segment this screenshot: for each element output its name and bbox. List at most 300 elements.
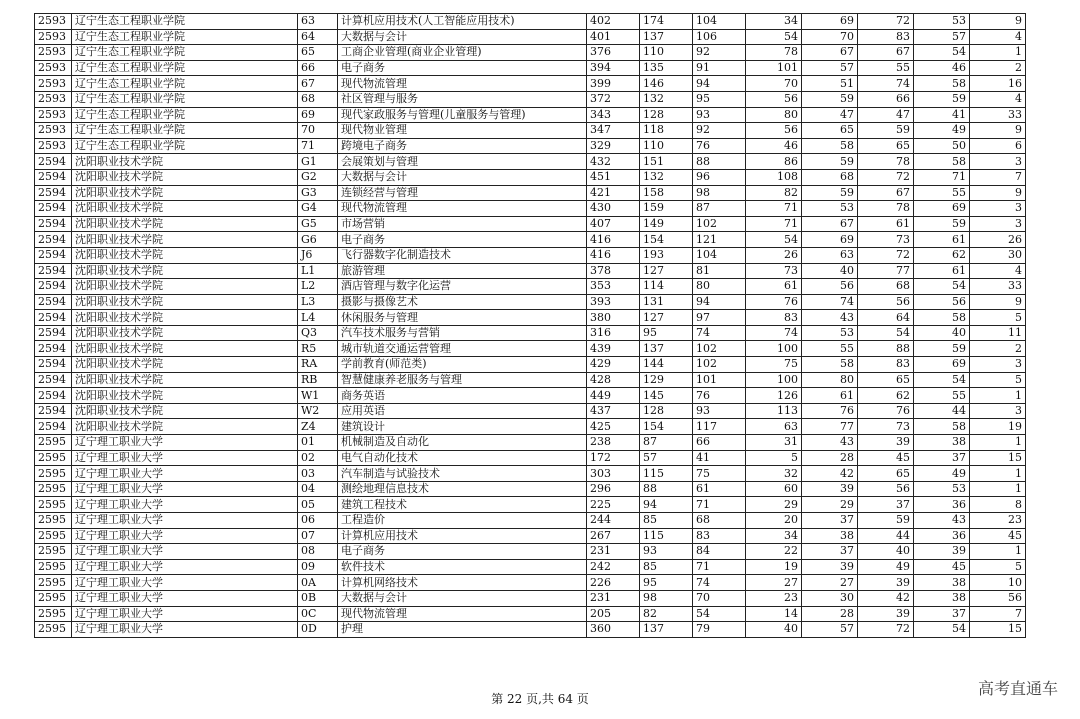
cell-major-code: L3	[298, 294, 338, 310]
cell-score-c: 76	[746, 294, 802, 310]
cell-score-a: 129	[640, 372, 693, 388]
cell-score-a: 95	[640, 575, 693, 591]
cell-major-code: 0D	[298, 622, 338, 638]
table-row	[35, 388, 1026, 404]
cell-score-a: 115	[640, 528, 693, 544]
cell-score-a: 137	[640, 622, 693, 638]
cell-score-a: 95	[640, 325, 693, 341]
cell-score-b: 101	[693, 372, 746, 388]
cell-score-d: 65	[802, 123, 858, 139]
cell-score-c: 71	[746, 201, 802, 217]
cell-score-a: 132	[640, 169, 693, 185]
cell-score-total: 449	[587, 388, 640, 404]
cell-score-b: 71	[693, 559, 746, 575]
cell-score-total: 343	[587, 107, 640, 123]
cell-school-code: 2593	[35, 91, 72, 107]
cell-score-total: 401	[587, 29, 640, 45]
cell-count: 7	[970, 606, 1026, 622]
cell-school-code: 2595	[35, 559, 72, 575]
cell-score-total: 242	[587, 559, 640, 575]
cell-score-c: 26	[746, 247, 802, 263]
cell-score-d: 43	[802, 310, 858, 326]
cell-major-name: 现代物业管理	[338, 123, 587, 139]
table-row	[35, 341, 1026, 357]
cell-score-a: 85	[640, 513, 693, 529]
cell-score-c: 32	[746, 466, 802, 482]
cell-score-total: 303	[587, 466, 640, 482]
cell-score-total: 378	[587, 263, 640, 279]
cell-major-name: 电子商务	[338, 232, 587, 248]
table-row	[35, 14, 1026, 30]
cell-major-code: 04	[298, 481, 338, 497]
cell-major-code: 01	[298, 435, 338, 451]
cell-score-d: 28	[802, 450, 858, 466]
cell-score-e: 54	[858, 325, 914, 341]
admission-scores-table	[34, 13, 1026, 638]
cell-score-total: 238	[587, 435, 640, 451]
cell-school-code: 2594	[35, 419, 72, 435]
table-row	[35, 279, 1026, 295]
cell-score-b: 104	[693, 247, 746, 263]
cell-major-name: 飞行器数字化制造技术	[338, 247, 587, 263]
cell-score-c: 34	[746, 528, 802, 544]
cell-school-code: 2594	[35, 341, 72, 357]
cell-score-f: 61	[914, 263, 970, 279]
cell-score-b: 98	[693, 185, 746, 201]
table-row	[35, 138, 1026, 154]
cell-score-b: 68	[693, 513, 746, 529]
cell-score-f: 54	[914, 622, 970, 638]
cell-score-d: 57	[802, 60, 858, 76]
cell-score-f: 57	[914, 29, 970, 45]
cell-score-b: 41	[693, 450, 746, 466]
cell-score-d: 58	[802, 357, 858, 373]
cell-count: 19	[970, 419, 1026, 435]
cell-school-name: 辽宁理工职业大学	[72, 435, 298, 451]
cell-major-name: 跨境电子商务	[338, 138, 587, 154]
cell-major-code: L1	[298, 263, 338, 279]
cell-score-total: 205	[587, 606, 640, 622]
cell-school-code: 2594	[35, 247, 72, 263]
cell-score-b: 66	[693, 435, 746, 451]
cell-score-c: 108	[746, 169, 802, 185]
cell-score-total: 231	[587, 590, 640, 606]
cell-score-f: 43	[914, 513, 970, 529]
cell-score-d: 76	[802, 403, 858, 419]
cell-score-d: 40	[802, 263, 858, 279]
cell-score-a: 131	[640, 294, 693, 310]
cell-count: 23	[970, 513, 1026, 529]
cell-school-code: 2594	[35, 310, 72, 326]
cell-score-e: 78	[858, 154, 914, 170]
table-row	[35, 169, 1026, 185]
cell-count: 26	[970, 232, 1026, 248]
cell-count: 6	[970, 138, 1026, 154]
cell-score-total: 428	[587, 372, 640, 388]
cell-score-e: 72	[858, 622, 914, 638]
cell-count: 9	[970, 294, 1026, 310]
cell-score-e: 45	[858, 450, 914, 466]
cell-score-b: 71	[693, 497, 746, 513]
cell-school-name: 辽宁理工职业大学	[72, 590, 298, 606]
cell-major-name: 摄影与摄像艺术	[338, 294, 587, 310]
cell-score-f: 49	[914, 123, 970, 139]
cell-score-d: 67	[802, 45, 858, 61]
cell-school-code: 2595	[35, 575, 72, 591]
cell-major-name: 电子商务	[338, 544, 587, 560]
cell-score-c: 101	[746, 60, 802, 76]
cell-count: 2	[970, 60, 1026, 76]
cell-score-c: 86	[746, 154, 802, 170]
cell-score-c: 23	[746, 590, 802, 606]
cell-score-a: 94	[640, 497, 693, 513]
cell-score-b: 121	[693, 232, 746, 248]
cell-score-f: 61	[914, 232, 970, 248]
cell-score-f: 45	[914, 559, 970, 575]
cell-score-total: 347	[587, 123, 640, 139]
cell-major-code: G3	[298, 185, 338, 201]
cell-major-name: 智慧健康养老服务与管理	[338, 372, 587, 388]
cell-score-total: 429	[587, 357, 640, 373]
cell-score-e: 67	[858, 45, 914, 61]
cell-score-e: 73	[858, 419, 914, 435]
cell-score-e: 56	[858, 481, 914, 497]
cell-score-f: 58	[914, 154, 970, 170]
cell-school-name: 辽宁理工职业大学	[72, 497, 298, 513]
cell-score-e: 83	[858, 29, 914, 45]
table-row	[35, 294, 1026, 310]
cell-score-total: 430	[587, 201, 640, 217]
cell-score-c: 54	[746, 232, 802, 248]
cell-score-a: 98	[640, 590, 693, 606]
cell-major-name: 学前教育(师范类)	[338, 357, 587, 373]
cell-score-f: 54	[914, 279, 970, 295]
cell-count: 33	[970, 107, 1026, 123]
cell-score-d: 51	[802, 76, 858, 92]
cell-score-b: 117	[693, 419, 746, 435]
cell-score-total: 226	[587, 575, 640, 591]
cell-school-code: 2594	[35, 388, 72, 404]
cell-score-f: 36	[914, 528, 970, 544]
cell-score-d: 70	[802, 29, 858, 45]
cell-score-e: 68	[858, 279, 914, 295]
cell-score-c: 82	[746, 185, 802, 201]
cell-score-a: 88	[640, 481, 693, 497]
cell-score-total: 407	[587, 216, 640, 232]
table-row	[35, 622, 1026, 638]
cell-score-f: 53	[914, 481, 970, 497]
cell-count: 1	[970, 544, 1026, 560]
cell-count: 3	[970, 201, 1026, 217]
cell-major-code: 71	[298, 138, 338, 154]
cell-score-f: 59	[914, 341, 970, 357]
cell-major-name: 工程造价	[338, 513, 587, 529]
cell-school-code: 2594	[35, 294, 72, 310]
cell-score-d: 39	[802, 559, 858, 575]
cell-major-code: 08	[298, 544, 338, 560]
cell-score-c: 22	[746, 544, 802, 560]
cell-school-name: 沈阳职业技术学院	[72, 341, 298, 357]
cell-major-code: W2	[298, 403, 338, 419]
cell-school-code: 2595	[35, 513, 72, 529]
cell-score-b: 79	[693, 622, 746, 638]
table-row	[35, 154, 1026, 170]
table-row	[35, 372, 1026, 388]
cell-score-f: 58	[914, 310, 970, 326]
cell-score-e: 72	[858, 247, 914, 263]
cell-score-f: 56	[914, 294, 970, 310]
cell-school-name: 辽宁理工职业大学	[72, 606, 298, 622]
table-row	[35, 481, 1026, 497]
cell-score-a: 154	[640, 232, 693, 248]
cell-major-code: W1	[298, 388, 338, 404]
cell-score-c: 20	[746, 513, 802, 529]
cell-major-name: 机械制造及自动化	[338, 435, 587, 451]
cell-score-total: 421	[587, 185, 640, 201]
cell-score-e: 72	[858, 169, 914, 185]
cell-score-b: 70	[693, 590, 746, 606]
cell-score-e: 59	[858, 123, 914, 139]
cell-school-code: 2594	[35, 185, 72, 201]
table-row	[35, 450, 1026, 466]
cell-major-name: 现代物流管理	[338, 76, 587, 92]
table-row	[35, 325, 1026, 341]
cell-major-name: 软件技术	[338, 559, 587, 575]
cell-count: 3	[970, 357, 1026, 373]
cell-score-d: 59	[802, 91, 858, 107]
cell-score-d: 59	[802, 154, 858, 170]
cell-score-f: 69	[914, 357, 970, 373]
cell-score-a: 174	[640, 14, 693, 30]
cell-score-total: 360	[587, 622, 640, 638]
cell-school-code: 2595	[35, 435, 72, 451]
cell-score-c: 14	[746, 606, 802, 622]
cell-school-name: 辽宁理工职业大学	[72, 575, 298, 591]
cell-major-name: 汽车技术服务与营销	[338, 325, 587, 341]
cell-school-code: 2595	[35, 622, 72, 638]
cell-count: 30	[970, 247, 1026, 263]
cell-score-b: 80	[693, 279, 746, 295]
cell-count: 33	[970, 279, 1026, 295]
cell-score-d: 69	[802, 232, 858, 248]
cell-score-d: 53	[802, 201, 858, 217]
cell-score-f: 38	[914, 590, 970, 606]
cell-score-d: 80	[802, 372, 858, 388]
cell-count: 7	[970, 169, 1026, 185]
cell-major-code: 0B	[298, 590, 338, 606]
cell-major-name: 大数据与会计	[338, 590, 587, 606]
cell-school-name: 辽宁生态工程职业学院	[72, 138, 298, 154]
cell-score-total: 425	[587, 419, 640, 435]
cell-school-name: 沈阳职业技术学院	[72, 419, 298, 435]
cell-school-name: 沈阳职业技术学院	[72, 169, 298, 185]
cell-score-total: 399	[587, 76, 640, 92]
cell-score-f: 38	[914, 575, 970, 591]
cell-score-e: 78	[858, 201, 914, 217]
cell-major-code: 02	[298, 450, 338, 466]
cell-school-name: 辽宁理工职业大学	[72, 513, 298, 529]
cell-score-e: 37	[858, 497, 914, 513]
cell-score-a: 87	[640, 435, 693, 451]
cell-score-d: 58	[802, 138, 858, 154]
cell-score-a: 137	[640, 29, 693, 45]
cell-major-code: RA	[298, 357, 338, 373]
cell-major-code: G1	[298, 154, 338, 170]
cell-score-b: 75	[693, 466, 746, 482]
cell-score-total: 316	[587, 325, 640, 341]
cell-score-c: 19	[746, 559, 802, 575]
cell-score-a: 135	[640, 60, 693, 76]
cell-score-total: 172	[587, 450, 640, 466]
cell-school-code: 2593	[35, 107, 72, 123]
table-row	[35, 76, 1026, 92]
cell-score-b: 102	[693, 341, 746, 357]
cell-score-a: 114	[640, 279, 693, 295]
cell-score-b: 94	[693, 294, 746, 310]
cell-score-c: 46	[746, 138, 802, 154]
cell-school-code: 2594	[35, 169, 72, 185]
cell-score-f: 46	[914, 60, 970, 76]
cell-score-d: 61	[802, 388, 858, 404]
cell-score-e: 72	[858, 14, 914, 30]
cell-school-code: 2595	[35, 481, 72, 497]
cell-major-code: 70	[298, 123, 338, 139]
cell-score-total: 437	[587, 403, 640, 419]
cell-school-code: 2595	[35, 450, 72, 466]
cell-score-e: 74	[858, 76, 914, 92]
cell-score-e: 59	[858, 513, 914, 529]
cell-count: 15	[970, 622, 1026, 638]
cell-major-code: 63	[298, 14, 338, 30]
cell-score-a: 159	[640, 201, 693, 217]
cell-school-code: 2594	[35, 279, 72, 295]
cell-score-e: 88	[858, 341, 914, 357]
cell-major-name: 休闲服务与管理	[338, 310, 587, 326]
cell-major-name: 测绘地理信息技术	[338, 481, 587, 497]
cell-school-name: 辽宁生态工程职业学院	[72, 123, 298, 139]
table-row	[35, 435, 1026, 451]
cell-school-name: 沈阳职业技术学院	[72, 310, 298, 326]
cell-count: 1	[970, 481, 1026, 497]
table-row	[35, 544, 1026, 560]
table-body	[35, 14, 1026, 638]
cell-score-f: 49	[914, 466, 970, 482]
cell-score-c: 56	[746, 123, 802, 139]
cell-major-name: 电气自动化技术	[338, 450, 587, 466]
cell-school-code: 2593	[35, 60, 72, 76]
cell-score-total: 376	[587, 45, 640, 61]
cell-school-code: 2593	[35, 123, 72, 139]
cell-score-total: 353	[587, 279, 640, 295]
cell-major-code: G2	[298, 169, 338, 185]
cell-school-code: 2594	[35, 263, 72, 279]
cell-count: 8	[970, 497, 1026, 513]
cell-score-f: 39	[914, 544, 970, 560]
cell-score-a: 149	[640, 216, 693, 232]
table-row	[35, 419, 1026, 435]
cell-count: 1	[970, 388, 1026, 404]
table-row	[35, 123, 1026, 139]
cell-score-e: 83	[858, 357, 914, 373]
cell-score-f: 50	[914, 138, 970, 154]
cell-count: 16	[970, 76, 1026, 92]
cell-school-name: 沈阳职业技术学院	[72, 403, 298, 419]
cell-score-a: 158	[640, 185, 693, 201]
watermark-logo-text: 高考直通车	[977, 679, 1058, 698]
cell-count: 10	[970, 575, 1026, 591]
cell-score-total: 225	[587, 497, 640, 513]
cell-score-a: 115	[640, 466, 693, 482]
cell-major-name: 连锁经营与管理	[338, 185, 587, 201]
cell-score-total: 372	[587, 91, 640, 107]
table-row	[35, 60, 1026, 76]
cell-score-d: 77	[802, 419, 858, 435]
cell-score-f: 71	[914, 169, 970, 185]
cell-count: 3	[970, 403, 1026, 419]
cell-school-name: 沈阳职业技术学院	[72, 154, 298, 170]
cell-school-code: 2594	[35, 325, 72, 341]
cell-score-total: 380	[587, 310, 640, 326]
cell-major-code: 66	[298, 60, 338, 76]
cell-school-code: 2594	[35, 372, 72, 388]
cell-school-code: 2594	[35, 154, 72, 170]
cell-score-e: 42	[858, 590, 914, 606]
cell-school-name: 辽宁理工职业大学	[72, 559, 298, 575]
cell-score-c: 100	[746, 341, 802, 357]
cell-score-c: 27	[746, 575, 802, 591]
cell-count: 5	[970, 310, 1026, 326]
cell-school-code: 2594	[35, 357, 72, 373]
cell-major-name: 计算机应用技术(人工智能应用技术)	[338, 14, 587, 30]
cell-count: 9	[970, 14, 1026, 30]
cell-school-name: 沈阳职业技术学院	[72, 372, 298, 388]
cell-count: 11	[970, 325, 1026, 341]
cell-score-c: 61	[746, 279, 802, 295]
cell-score-b: 92	[693, 123, 746, 139]
cell-score-f: 54	[914, 45, 970, 61]
cell-score-d: 59	[802, 185, 858, 201]
table-row	[35, 263, 1026, 279]
table-row	[35, 513, 1026, 529]
cell-count: 5	[970, 559, 1026, 575]
cell-school-code: 2593	[35, 76, 72, 92]
cell-major-code: 64	[298, 29, 338, 45]
cell-score-total: 432	[587, 154, 640, 170]
table-row	[35, 91, 1026, 107]
cell-score-total: 296	[587, 481, 640, 497]
cell-score-e: 39	[858, 606, 914, 622]
cell-score-d: 53	[802, 325, 858, 341]
cell-school-name: 沈阳职业技术学院	[72, 232, 298, 248]
table-row	[35, 590, 1026, 606]
cell-score-f: 44	[914, 403, 970, 419]
cell-school-name: 沈阳职业技术学院	[72, 185, 298, 201]
cell-score-c: 73	[746, 263, 802, 279]
cell-school-code: 2593	[35, 45, 72, 61]
cell-major-code: L4	[298, 310, 338, 326]
cell-score-total: 267	[587, 528, 640, 544]
table-row	[35, 247, 1026, 263]
cell-score-c: 74	[746, 325, 802, 341]
cell-count: 4	[970, 263, 1026, 279]
cell-score-b: 54	[693, 606, 746, 622]
cell-score-d: 55	[802, 341, 858, 357]
cell-major-code: 09	[298, 559, 338, 575]
page-number: 第 22 页,共 64 页	[491, 692, 589, 706]
cell-score-total: 402	[587, 14, 640, 30]
cell-school-code: 2594	[35, 216, 72, 232]
cell-score-d: 63	[802, 247, 858, 263]
